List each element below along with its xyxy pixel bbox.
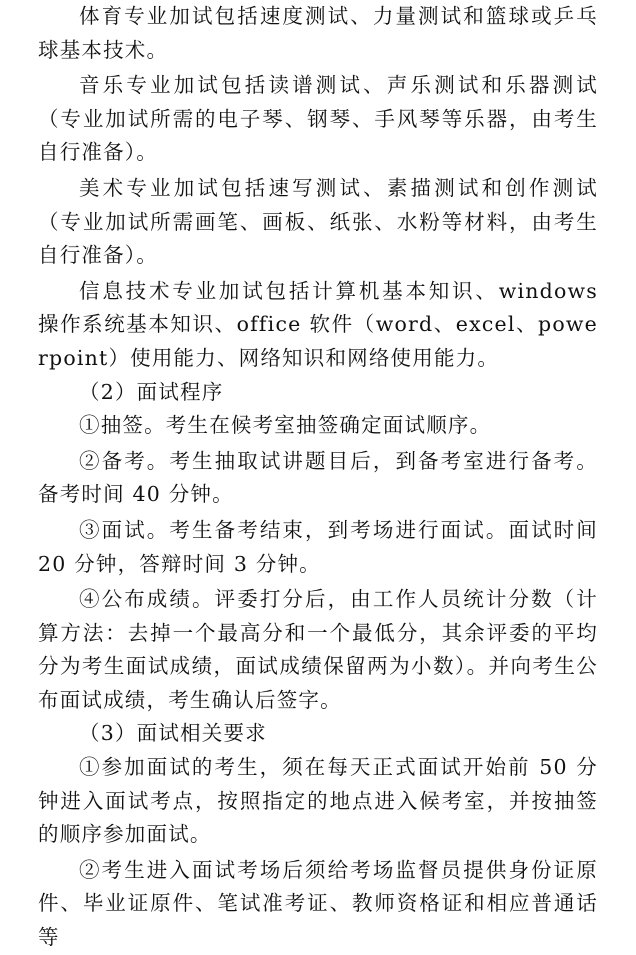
paragraph-documents-requirement: ②考生进入面试考场后须给考场监督员提供身份证原件、毕业证原件、笔试准考证、教师资格证和相应普通话等 <box>38 857 598 950</box>
paragraph-publish-scores: ④公布成绩。评委打分后，由工作人员统计分数（计算方法：去掉一个最高分和一个最低分，其余评委的平均分为考生面试成绩，面试成绩保留两为小数）。并向考生公布面试成绩，考生确认后签字。 <box>38 587 598 712</box>
paragraph-preparation: ②备考。考生抽取试讲题目后，到备考室进行备考。备考时间 40 分钟。 <box>38 448 598 507</box>
section-heading-interview-requirements: （3）面试相关要求 <box>79 721 267 746</box>
paragraph-interview: ③面试。考生备考结束，到考场进行面试。面试时间 20 分钟，答辩时间 3 分钟。 <box>38 517 598 576</box>
paragraph-pe-test: 体育专业加试包括速度测试、力量测试和篮球或乒乓球基本技术。 <box>38 4 598 62</box>
section-heading-interview-procedure: （2）面试程序 <box>79 379 224 404</box>
paragraph-music-test: 音乐专业加试包括读谱测试、声乐测试和乐器测试（专业加试所需的电子琴、钢琴、手风琴等乐器，由考生自行准备）。 <box>38 73 598 165</box>
paragraph-draw-lots: ①抽签。考生在候考室抽签确定面试顺序。 <box>79 413 492 438</box>
paragraph-art-test: 美术专业加试包括速写测试、素描测试和创作测试（专业加试所需画笔、画板、纸张、水粉等材料，由考生自行准备）。 <box>38 175 598 268</box>
paragraph-it-test: 信息技术专业加试包括计算机基本知识、windows 操作系统基本知识、office 软件（word、excel、powerpoint）使用能力、网络知识和网络使用能力。 <box>38 278 598 370</box>
document-page <box>38 0 598 955</box>
paragraph-arrival-requirement: ①参加面试的考生，须在每天正式面试开始前 50 分钟进入面试考点，按照指定的地点进入候考室，并按抽签的顺序参加面试。 <box>38 755 598 847</box>
